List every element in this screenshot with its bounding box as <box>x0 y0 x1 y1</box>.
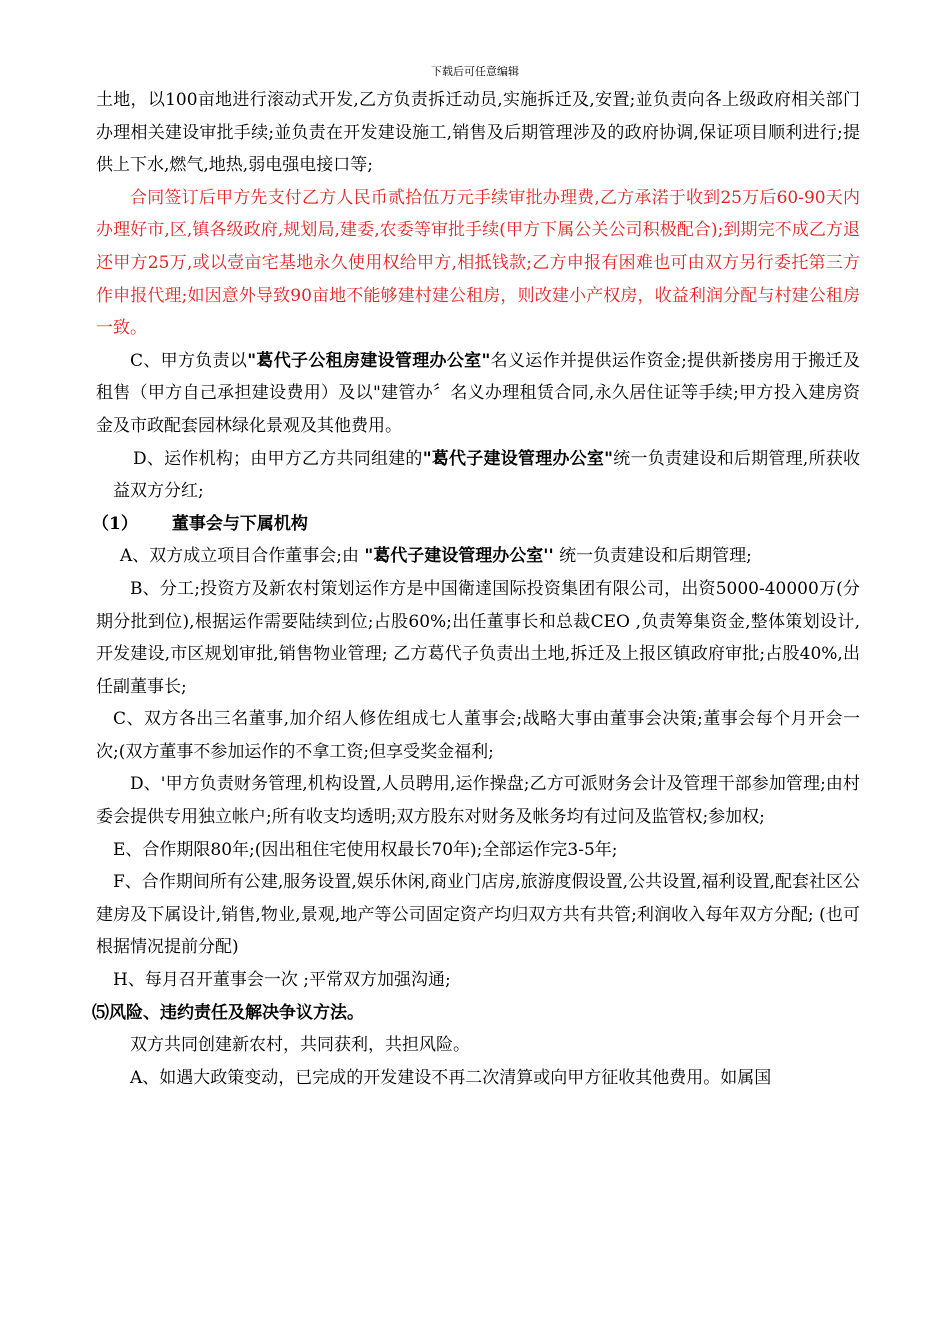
item-a-board <box>96 540 860 573</box>
item-d-finance: D、'甲方负责财务管理,机构设置,人员聘用,运作操盘;乙方可派财务会计及管理干部参加管理;由村委会提供专用独立帐户;所有收支均透明;双方股东对财务及帐务均有过问及监管权;参加权; <box>96 774 860 828</box>
item-f-assets: F、合作期间所有公建,服务设置,娱乐休闲,商业门店房,旅游度假设置,公共设置,福利设置,配套社区公建房及下属设计,销售,物业,景观,地产等公司固定资产均归双方共有共管;利润收入每年双方分配; (也可根据情况提前分配) <box>96 872 860 958</box>
section-heading-board <box>92 508 860 541</box>
document-body <box>92 84 861 1094</box>
page-header-note: 下载后可任意编辑 <box>431 65 519 78</box>
section-title: 董事会与下属机构 <box>171 513 308 534</box>
paragraph-land-development: 土地，以100亩地进行滚动式开发,乙方负责拆迁动员,实施拆迁及,安置;並负责向各上级政府相关部门办理相关建设审批手续;並负责在开发建设施工,销售及后期管理涉及的政府协调,保证项目顺利进行;提供上下水,燃气,地热,弱电强电接口等; <box>96 90 860 176</box>
section-number: （1） <box>92 513 138 534</box>
paragraph-risk-intro: 双方共同创建新农村，共同获利，共担风险。 <box>130 1035 470 1056</box>
text-segment: 名义运作并提供运作资金;提供新搂房用于搬迁及租售（甲方自己承担建设费用）及以"建管办〞名义办理租赁合同,永久居住证等手续;甲方投入建房资金及市政配套园林绿化景观及其他费用。 <box>96 350 860 436</box>
paragraph-d-operation <box>96 443 860 508</box>
office-name-bold: "葛代子建设管理办公室'' <box>364 546 554 567</box>
item-e-term: E、合作期限80年;(因出租住宅使用权最长70年);全部运作完3-5年; <box>113 839 618 860</box>
office-name-bold: "葛代子建设管理办公室" <box>422 448 614 469</box>
text-segment: A、双方成立项目合作董事会;由 <box>120 546 365 567</box>
text-segment: 统一负责建设和后期管理; <box>553 546 752 567</box>
section-heading-risk: ⑸风险、违约责任及解决争议方法。 <box>92 1002 364 1023</box>
text-segment: D、运作机构；由甲方乙方共同组建的 <box>133 448 423 469</box>
office-name-bold: "葛代子公租房建设管理办公室" <box>247 350 491 371</box>
item-b-division: B、分工;投资方及新农村策划运作方是中国衛達国际投资集团有限公司，出资5000-40000万(分期分批到位),根据运作需要陆续到位;占股60%;出任董事长和总裁CEO ,负责筹集资金,整体策划设计,开发建设,市区规划审批,销售物业管理; 乙方葛代子负责出土地,拆迁及上报区镇政府审批;占股40%,出任副董事长; <box>96 578 860 697</box>
item-a-policy-change: A、如遇大政策变动，已完成的开发建设不再二次清算或向甲方征收其他费用。如属国 <box>130 1067 772 1088</box>
text-segment: C、甲方负责以 <box>130 350 248 371</box>
paragraph-contract-fee: 合同签订后甲方先支付乙方人民币贰拾伍万元手续审批办理费,乙方承渃于收到25万后60-90天内办理好市,区,镇各级政府,规划局,建委,农委等审批手续(甲方下属公关公司积极配合);到期完不成乙方退还甲方25万,或以壹亩宅基地永久使用权给甲方,相抵钱款;乙方申报有困难也可由双方另行委托第三方作申报代理;如因意外导致90亩地不能够建村建公租房，则改建小产权房，收益利润分配与村建公租房一致。 <box>96 187 860 339</box>
paragraph-c-party-a <box>96 345 860 443</box>
item-c-directors: C、双方各出三名董事,加介绍人修佐组成七人董事会;战略大事由董事会决策;董事会每个月开会一次;(双方董事不参加运作的不拿工资;但享受奖金福利; <box>96 709 860 762</box>
text-segment: 统一负责建设和后期管理,所获收益双方分红; <box>113 448 861 502</box>
item-h-meeting: H、每月召开董事会一次 ;平常双方加强沟通; <box>113 970 451 991</box>
